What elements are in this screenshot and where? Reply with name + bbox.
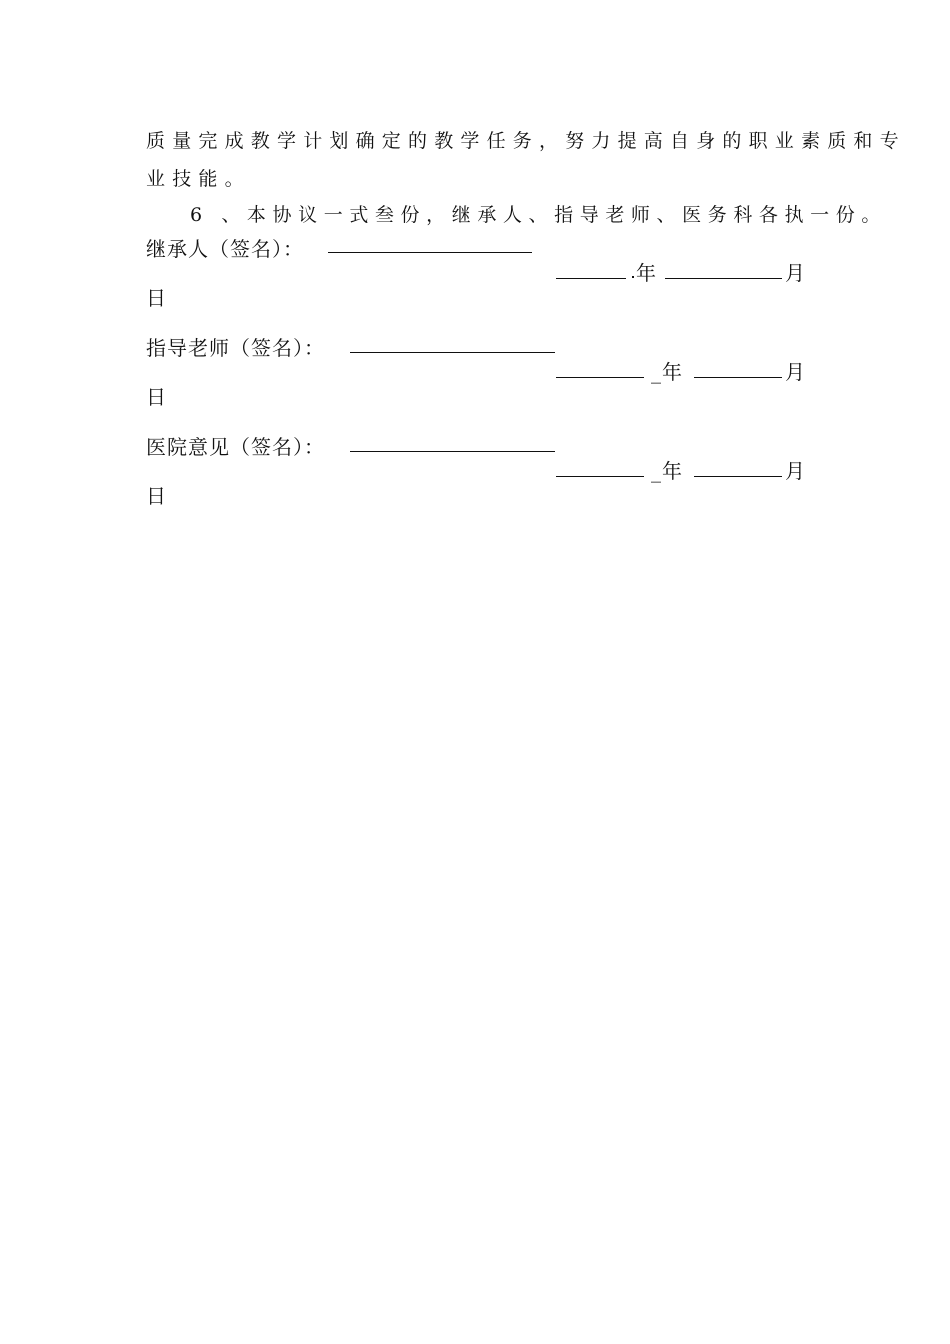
hospital-month-line[interactable]: [694, 476, 782, 477]
heir-day-label: 日: [146, 286, 167, 310]
paragraph-line-2: 业技能。: [146, 168, 251, 190]
hospital-year-label: _年: [651, 459, 683, 483]
hospital-day-label: 日: [146, 484, 167, 508]
mentor-month-label: 月: [785, 360, 806, 384]
paragraph-line-1: 质量完成教学计划确定的教学任务，努力提高自身的职业素质和专: [146, 130, 906, 152]
hospital-month-label: 月: [785, 459, 806, 483]
mentor-year-line[interactable]: [556, 377, 644, 378]
hospital-opinion-label: 医院意见（签名）：: [146, 435, 325, 459]
heir-year-mark: [632, 276, 634, 278]
paragraph-item-6: 6 、本协议一式叁份，继承人、指导老师、医务科各执一份。: [190, 204, 887, 226]
hospital-signature-line[interactable]: [350, 451, 555, 452]
heir-month-line[interactable]: [665, 278, 782, 279]
heir-year-label: 年: [636, 261, 657, 285]
heir-year-line[interactable]: [556, 278, 626, 279]
heir-signature-label: 继承人（签名）：: [146, 237, 304, 261]
mentor-signature-label: 指导老师（签名）：: [146, 336, 325, 360]
heir-month-label: 月: [785, 261, 806, 285]
hospital-year-line[interactable]: [556, 476, 644, 477]
mentor-day-label: 日: [146, 385, 167, 409]
mentor-signature-line[interactable]: [350, 352, 555, 353]
mentor-month-line[interactable]: [694, 377, 782, 378]
mentor-year-label: _年: [651, 360, 683, 384]
heir-signature-line[interactable]: [328, 252, 532, 253]
